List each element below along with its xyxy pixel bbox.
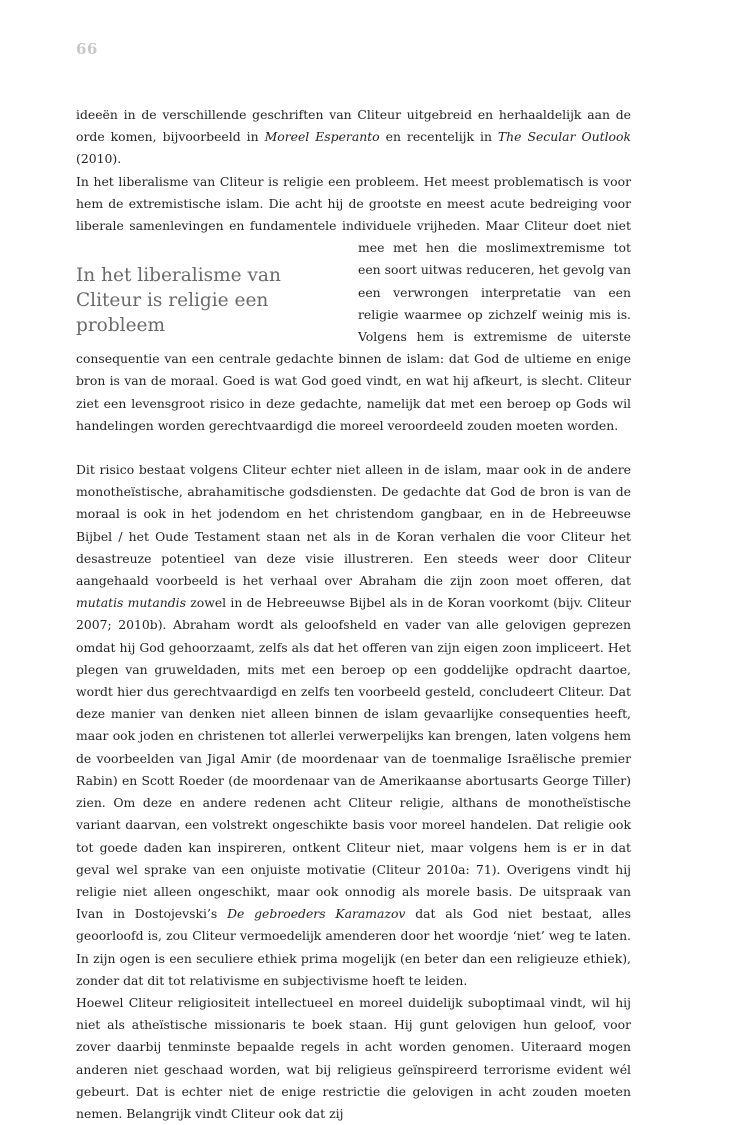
body-text <box>76 104 631 1125</box>
paragraph: In het liberalisme van Cliteur is religie een probleem. Het meest problematisch is voor hem de extremistische islam. Die acht hij de grootste en meest acute bedreiging voor liberale samenlevingen en fundamentele individuele vrijheden. Maar Cliteur doet niet mee met hen In het liberalisme van Cliteur is religie een probleem die moslimextremisme tot een soort uitwas reduceren, het gevolg van een verwrongen interpretatie van een religie waarmee op zichzelf weinig mis is. Volgens hem is extremisme de uiterste consequentie van een centrale gedachte binnen de islam: dat God de ultieme en enige bron is van de moraal. Goed is wat God goed vindt, en wat hij afkeurt, is slecht. Cliteur ziet een levensgroot risico in deze gedachte, namelijk dat met een beroep op Gods wil handelingen worden gerechtvaardigd die moreel veroordeeld zouden moeten worden. <box>76 173 631 433</box>
paragraph: ideeën in de verschillende geschriften van Cliteur uitgebreid en herhaaldelijk aan de orde komen, bijvoorbeeld in Moreel Esperanto en recentelijk in The Secular Outlook (2010). <box>76 107 631 167</box>
paragraph: Dit risico bestaat volgens Cliteur echter niet alleen in de islam, maar ook in de andere monotheïstische, abrahamitische godsdiensten. De gedachte dat God de bron is van de moraal is ook in het jodendom en het christendom gangbaar, en in de Hebreeuwse Bijbel / het Oude Testament staan net als in de Koran verhalen die voor Cliteur het desastreuze potentieel van deze visie illustreren. Een steeds weer door Cliteur aangehaald voorbeeld is het verhaal over Abraham die zijn zoon moet offeren, dat mutatis mutandis zowel in de Hebreeuwse Bijbel als in de Koran voorkomt (bijv. Cliteur 2007; 2010b). Abraham wordt als geloofsheld en vader van alle gelovigen geprezen omdat hij God gehoorzaamt, zelfs als dat het offeren van zijn eigen zoon impliceert. Het plegen van gruweldaden, mits met een beroep op een goddelijke opdracht daartoe, wordt hier dus gerechtvaardigd en zelfs ten voorbeeld gesteld, concludeert Cliteur. Dat deze manier van denken niet alleen binnen de islam gevaarlijke consequenties heeft, maar ook joden en christenen tot allerlei verwerpelijks kan brengen, laten volgens hem de voorbeelden van Jigal Amir (de moordenaar van de toenmalige Israëlische premier Rabin) en Scott Roeder (de moordenaar van de Amerikaanse abortusarts George Tiller) zien. Om deze en andere redenen acht Cliteur religie, althans de monotheïstische variant daarvan, een volstrekt ongeschikte basis voor moreel handelen. Dat religie ook tot goede daden kan inspireren, ontkent Cliteur niet, maar volgens hem is er in dat geval wel sprake van een onjuiste motivatie (Cliteur 2010a: 71). Overigens vindt hij religie niet alleen ongeschikt, maar ook onnodig als morele basis. De uitspraak van Ivan in Dostojevski’s De gebroeders Karamazov dat als God niet bestaat, alles geoorloofd is, zou Cliteur vermoedelijk amenderen door het woordje ‘niet’ weg te laten. In zijn ogen is een seculiere ethiek prima mogelijk (en beter dan een religieuze ethiek), zonder dat dit tot relativisme en subjectivisme hoeft te leiden. <box>76 462 631 988</box>
paragraph: Hoewel Cliteur religiositeit intellectueel en moreel duidelijk suboptimaal vindt, wil hij niet als atheïstische missionaris te boek staan. Hij gunt gelovigen hun geloof, voor zover daarbij tenminste bepaalde regels in acht worden genomen. Uiteraard mogen anderen niet geschaad worden, wat bij religieus geïnspireerd terrorisme evident wél gebeurt. Dat is echter niet de enige restrictie die gelovigen in acht zouden moeten nemen. Belangrijk vindt Cliteur ook dat zij <box>76 994 631 1121</box>
pull-quote: In het liberalisme van Cliteur is religie een probleem <box>76 265 281 337</box>
book-title: De gebroeders Karamazov <box>227 906 406 922</box>
book-title: Moreel Esperanto <box>264 129 380 145</box>
italic-phrase: mutatis mutandis <box>76 595 186 611</box>
book-title: The Secular Outlook <box>497 129 631 145</box>
page-number: 66 <box>76 40 98 58</box>
